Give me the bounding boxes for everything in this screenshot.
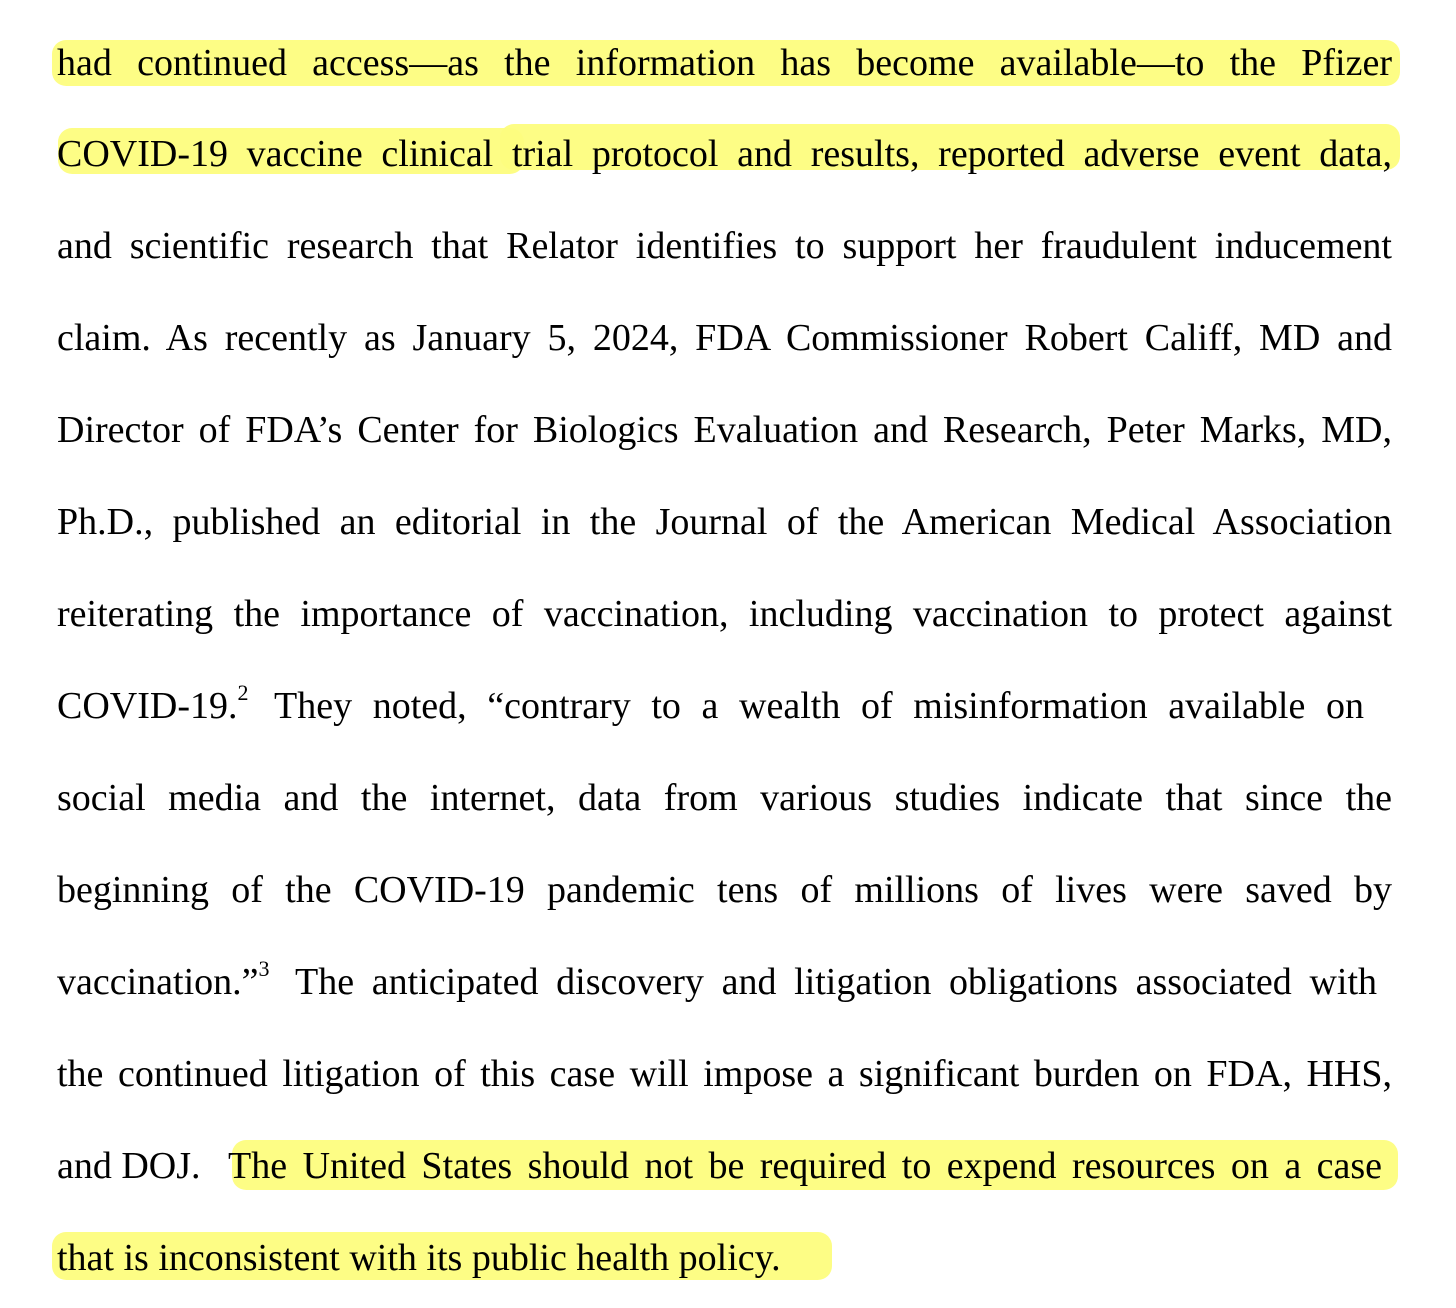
- footnote-2-marker[interactable]: 2: [237, 680, 249, 706]
- text-line-13: [57, 1136, 1392, 1196]
- text-line-4: claim. As recently as January 5, 2024, FDA Commissioner Robert Califf, MD and: [57, 317, 1392, 359]
- line-11-text: The anticipated discovery and litigation obligations associated with: [295, 961, 1378, 1003]
- line-13-text: The United States should not be required to expend resources on a case: [228, 1145, 1383, 1187]
- line-8-text: They noted, “contrary to a wealth of misinformation available on: [273, 685, 1364, 727]
- text-line-11: [57, 952, 1392, 1012]
- text-line-2: COVID-19 vaccine clinical trial protocol and results, reported adverse event data,: [57, 133, 1392, 175]
- text-line-14: that is inconsistent with its public health policy.: [57, 1237, 781, 1279]
- text-line-7: reiterating the importance of vaccination, including vaccination to protect against: [57, 593, 1392, 635]
- text-line-8: [57, 676, 1392, 736]
- text-line-12: the continued litigation of this case will impose a significant burden on FDA, HHS,: [57, 1053, 1392, 1095]
- text-line-3: and scientific research that Relator identifies to support her fraudulent inducement: [57, 225, 1392, 267]
- line-13-prefix: and DOJ.: [57, 1145, 201, 1187]
- text-line-5: Director of FDA’s Center for Biologics Evaluation and Research, Peter Marks, MD,: [57, 409, 1392, 451]
- text-line-1: had continued access—as the information has become available—to the Pfizer: [57, 42, 1392, 84]
- text-line-10: beginning of the COVID-19 pandemic tens of millions of lives were saved by: [57, 869, 1392, 911]
- line-11-prefix: vaccination.”: [57, 961, 259, 1003]
- line-8-prefix: COVID-19.: [57, 685, 238, 727]
- text-line-6: Ph.D., published an editorial in the Journal of the American Medical Association: [57, 501, 1392, 543]
- text-line-9: social media and the internet, data from various studies indicate that since the: [57, 777, 1392, 819]
- footnote-3-marker[interactable]: 3: [258, 956, 270, 982]
